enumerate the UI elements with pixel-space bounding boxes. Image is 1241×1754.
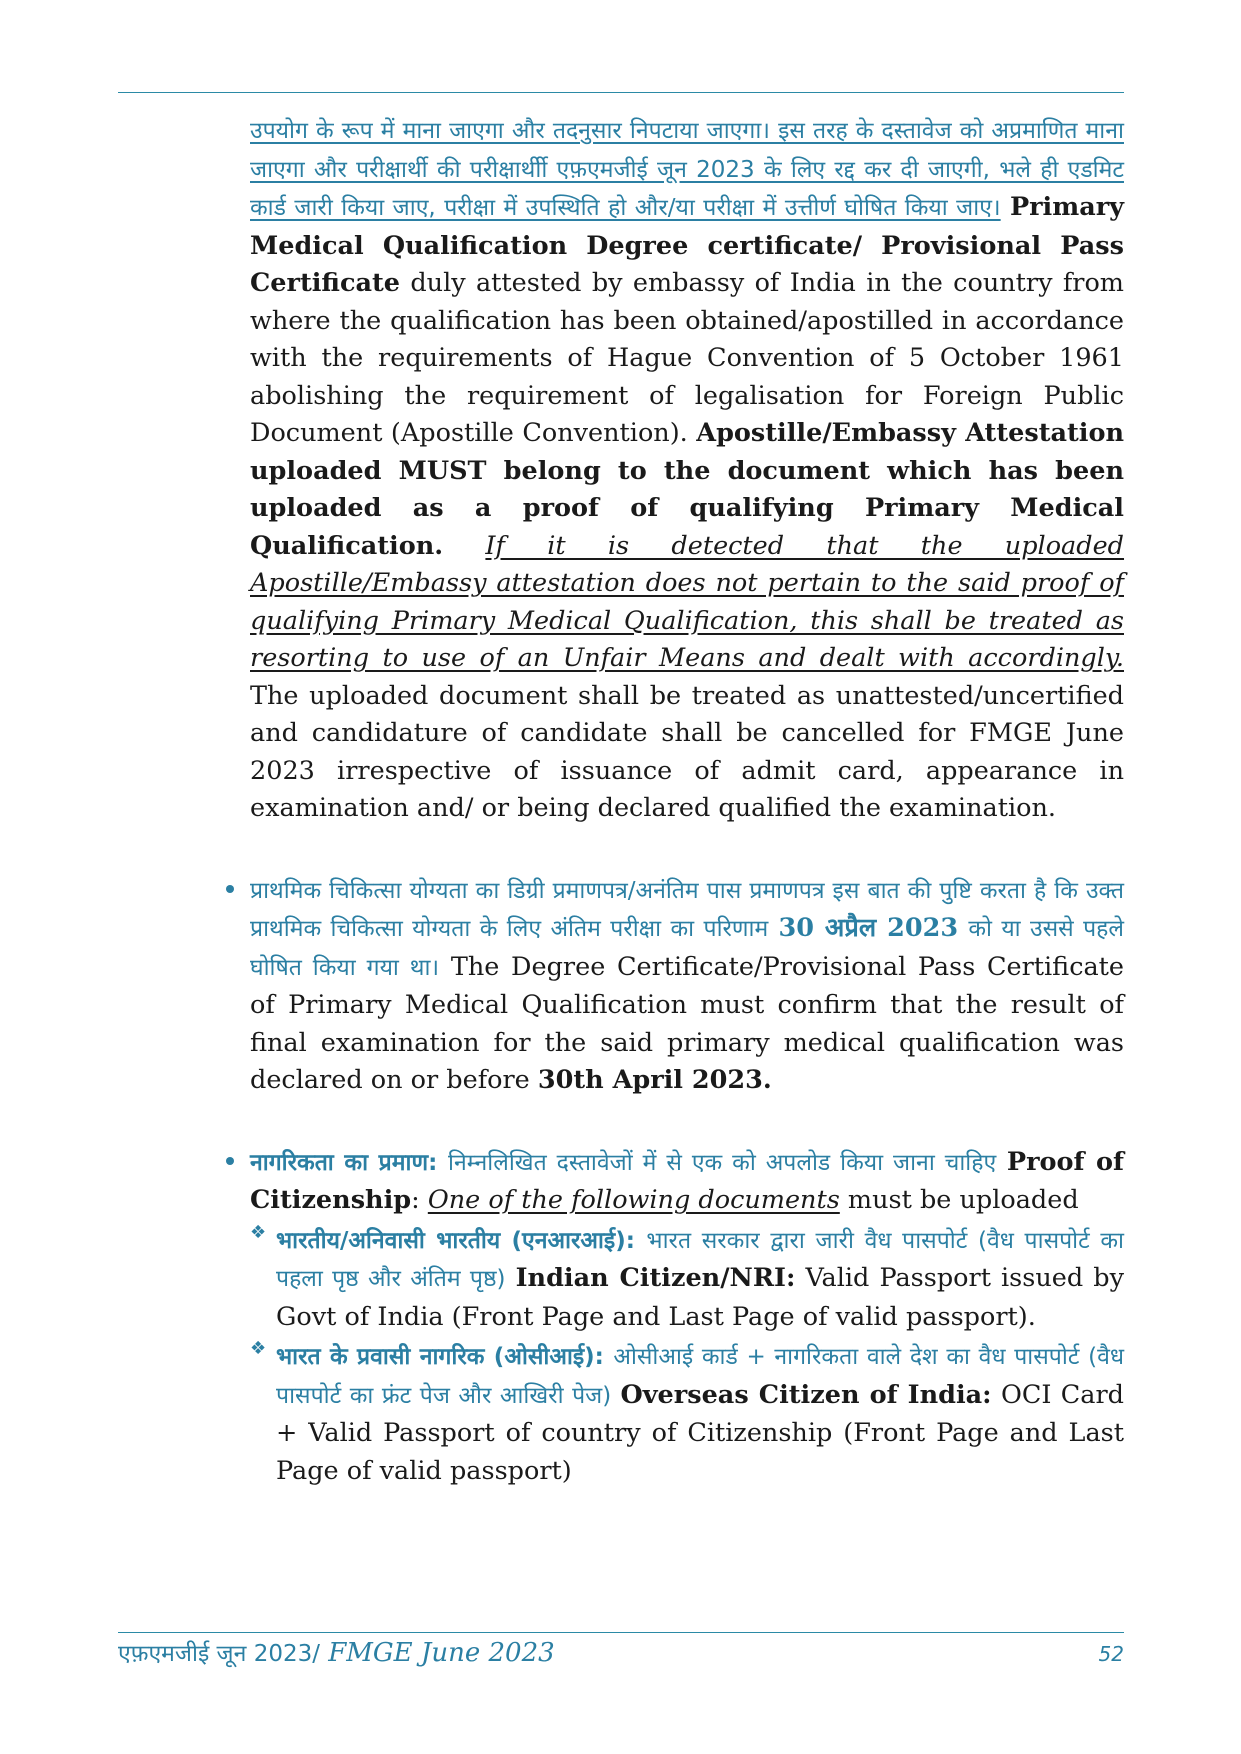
hindi-oci-text: ओसीआई कार्ड + नागरिकता वाले देश का वैध पासपोर्ट (वैध पासपोर्ट का फ्रंट पेज और आखिरी पेज) [276,1344,1124,1409]
hindi-citizenship-text: निम्नलिखित दस्तावेजों में से एक को अपलोड किया जाना चाहिए [448,1149,997,1176]
citizenship-colon: : [411,1185,420,1215]
diamond-bullet-icon: ❖ [250,1221,267,1243]
oci-text: OCI Card + Valid Passport of country of Citizenship (Front Page and Last Page of valid passport) [276,1379,1125,1486]
oci-heading: Overseas Citizen of India: [620,1379,992,1410]
bullet-icon [226,885,234,893]
diamond-bullet-icon: ❖ [250,1338,267,1359]
attestation-text: duly attested by embassy of India in the country from where the qualification has been obtained/apostilled in accordance with the requirements of Hague Convention of 5 October 1961 abolishing the requirement of legalisation for Foreign Public Document (Apostille Convention). [250,268,1124,448]
result-date-bold: 30th April 2023. [537,1065,772,1095]
footer-rule [118,1632,1124,1633]
hindi-oci-heading: भारत के प्रवासी नागरिक (ओसीआई): [276,1344,604,1370]
following-documents-text: One of the following documents [427,1185,840,1215]
result-date-paragraph [250,872,1124,1100]
unfair-means-warning: If it is detected that the uploaded Apostille/Embassy attestation does not pertain to the said proof of qualifying Primary Medical Qualification, this shall be treated as resorting to use of an Unfair Means and dealt with accordingly. [250,530,1125,673]
header-rule [118,92,1124,93]
footer-hindi-title: एफ़एमजीई जून 2023/ [118,1641,320,1667]
list-item-result-date [250,872,1124,1100]
hindi-warning-text: उपयोग के रूप में माना जाएगा और तदनुसार निपटाया जाएगा। इस तरह के दस्तावेज को अप्रमाणित माना जाएगा और परीक्षार्थी की परीक्षार्थीी एफ़एमजीई जून 2023 के लिए रद्द कर दी जाएगी, भले ही एडमिट कार्ड जारी किया जाए, परीक्षा में उपस्थिति हो और/या परीक्षा में उत्तीर्ण घोषित किया जाए। [250,118,1124,221]
hindi-nri-heading: भारतीय/अनिवासी भारतीय (एनआरआई): [276,1227,635,1254]
citizenship-heading: Proof of Citizenship [250,1146,1125,1215]
sub-item-oci [250,1338,1125,1490]
page-number: 52 [1098,1642,1124,1666]
hindi-citizenship-heading: नागरिकता का प्रमाण: [250,1149,438,1176]
attestation-paragraph [250,112,1124,828]
cancellation-text: The uploaded document shall be treated as unattested/uncertified and candidature of candidate shall be cancelled for FMGE June 2023 irrespective of issuance of admit card, appearance in examination and/ or being declared qualified the examination. [250,680,1124,823]
citizenship-paragraph [250,1144,1124,1220]
indian-citizen-paragraph [276,1222,1124,1337]
list-item-citizenship [250,1144,1124,1491]
indian-citizen-text: Valid Passport issued by Govt of India (Front Page and Last Page of valid passport). [276,1263,1125,1332]
footer-title [118,1636,555,1668]
bullet-icon [226,1157,234,1165]
sub-item-indian-citizen [250,1221,1125,1337]
must-upload-text: must be uploaded [847,1185,1079,1215]
hindi-result-text: प्राथमिक चिकित्सा योग्यता का डिग्री प्रमाणपत्र/अनंतिम पास प्रमाणपत्र इस बात की पुष्टि करता है कि उक्त प्राथमिक चिकित्सा योग्यता के लिए अंतिम परीक्षा का परिणाम [250,877,1124,942]
indian-citizen-heading: Indian Citizen/NRI: [515,1263,796,1293]
apostille-requirement-text: Apostille/Embassy Attestation uploaded MUST belong to the document which has been uploaded as a proof of qualifying Primary Medical Qualification. [250,418,1125,561]
hindi-nri-text: भारत सरकार द्वारा जारी वैध पासपोर्ट (वैध पासपोर्ट का पहला पृष्ठ और अंतिम पृष्ठ) [276,1227,1125,1292]
hindi-result-date: 30 अप्रैल 2023 [778,913,959,943]
degree-certificate-heading: Primary Medical Qualification Degree certificate/ Provisional Pass Certificate [250,192,1124,298]
hindi-result-text-end: को या उससे पहले घोषित किया गया था। [250,916,1124,981]
oci-paragraph [276,1338,1124,1490]
page-content [250,112,1124,1490]
result-date-text: The Degree Certificate/Provisional Pass Certificate of Primary Medical Qualification must confirm that the result of final examination for the said primary medical qualification was declared on or before [250,951,1125,1095]
footer-english-title: FMGE June 2023 [328,1638,555,1668]
